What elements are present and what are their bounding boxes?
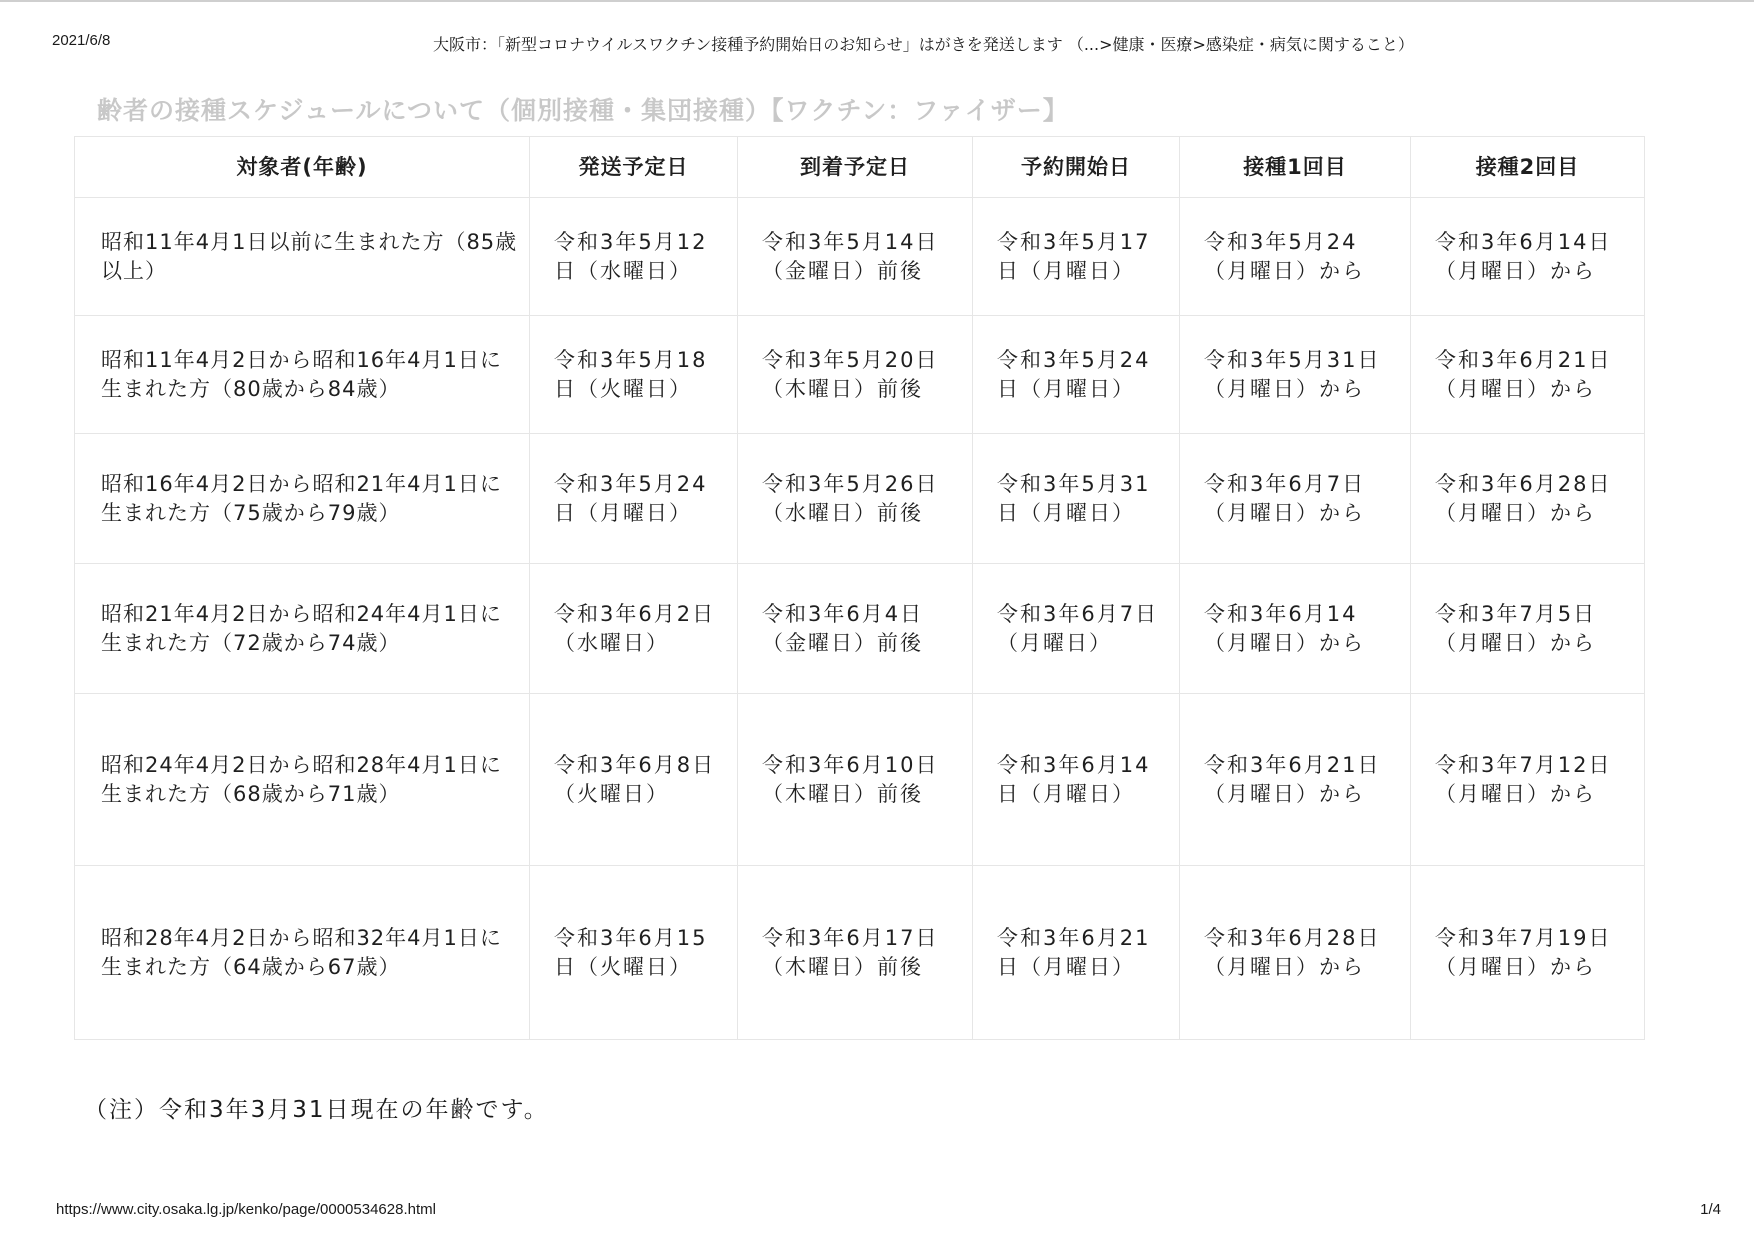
cell-send-date: 令和3年5月18日（火曜日） [530,316,738,434]
age-note: （注）令和3年3月31日現在の年齢です。 [84,1097,549,1123]
cell-second-dose: 令和3年6月21日（月曜日）から [1411,316,1645,434]
cell-arrival-date: 令和3年5月20日（木曜日）前後 [738,316,973,434]
cell-send-date: 令和3年6月8日（火曜日） [530,694,738,866]
header-first-dose: 接種1回目 [1180,137,1411,198]
cell-first-dose: 令和3年5月31日（月曜日）から [1180,316,1411,434]
page-number: 1/4 [1700,1201,1721,1218]
cell-first-dose: 令和3年6月21日（月曜日）から [1180,694,1411,866]
section-title: 齢者の接種スケジュールについて（個別接種・集団接種）【ワクチン：ファイザー】 [97,96,1069,125]
cell-second-dose: 令和3年6月14日（月曜日）から [1411,198,1645,316]
cell-reservation-start: 令和3年6月7日（月曜日） [973,564,1180,694]
cell-target-age: 昭和24年4月2日から昭和28年4月1日に生まれた方（68歳から71歳） [75,694,530,866]
cell-arrival-date: 令和3年5月26日（水曜日）前後 [738,434,973,564]
cell-second-dose: 令和3年7月5日（月曜日）から [1411,564,1645,694]
page-header-title: 大阪市：「新型コロナウイルスワクチン接種予約開始日のお知らせ」はがきを発送します （...>健康・医療>感染症・病気に関すること） [433,35,1414,54]
cell-arrival-date: 令和3年6月4日（金曜日）前後 [738,564,973,694]
header-reservation-start: 予約開始日 [973,137,1180,198]
cell-second-dose: 令和3年7月12日（月曜日）から [1411,694,1645,866]
cell-send-date: 令和3年6月15日（火曜日） [530,866,738,1040]
table-row [75,866,1645,1040]
cell-reservation-start: 令和3年5月31日（月曜日） [973,434,1180,564]
cell-arrival-date: 令和3年5月14日（金曜日）前後 [738,198,973,316]
cell-send-date: 令和3年6月2日（水曜日） [530,564,738,694]
cell-second-dose: 令和3年6月28日（月曜日）から [1411,434,1645,564]
cell-arrival-date: 令和3年6月10日（木曜日）前後 [738,694,973,866]
header-arrival-date: 到着予定日 [738,137,973,198]
table-row [75,564,1645,694]
header-second-dose: 接種2回目 [1411,137,1645,198]
vaccination-schedule-table [74,136,1645,1040]
cell-reservation-start: 令和3年5月24日（月曜日） [973,316,1180,434]
table-row [75,434,1645,564]
cell-send-date: 令和3年5月24日（月曜日） [530,434,738,564]
cell-reservation-start: 令和3年6月14日（月曜日） [973,694,1180,866]
table-row [75,198,1645,316]
footer-url: https://www.city.osaka.lg.jp/kenko/page/0000534628.html [56,1201,436,1218]
cell-first-dose: 令和3年5月24（月曜日）から [1180,198,1411,316]
table-row [75,694,1645,866]
cell-second-dose: 令和3年7月19日（月曜日）から [1411,866,1645,1040]
print-date: 2021/6/8 [52,32,111,49]
cell-first-dose: 令和3年6月28日（月曜日）から [1180,866,1411,1040]
top-rule [0,0,1754,2]
cell-target-age: 昭和11年4月2日から昭和16年4月1日に生まれた方（80歳から84歳） [75,316,530,434]
cell-target-age: 昭和16年4月2日から昭和21年4月1日に生まれた方（75歳から79歳） [75,434,530,564]
cell-arrival-date: 令和3年6月17日（木曜日）前後 [738,866,973,1040]
cell-target-age: 昭和11年4月1日以前に生まれた方（85歳以上） [75,198,530,316]
table-row [75,316,1645,434]
cell-send-date: 令和3年5月12日（水曜日） [530,198,738,316]
cell-target-age: 昭和21年4月2日から昭和24年4月1日に生まれた方（72歳から74歳） [75,564,530,694]
cell-reservation-start: 令和3年5月17日（月曜日） [973,198,1180,316]
cell-first-dose: 令和3年6月14（月曜日）から [1180,564,1411,694]
header-send-date: 発送予定日 [530,137,738,198]
cell-target-age: 昭和28年4月2日から昭和32年4月1日に生まれた方（64歳から67歳） [75,866,530,1040]
header-target-age: 対象者(年齢) [75,137,530,198]
table-header-row [75,137,1645,198]
cell-reservation-start: 令和3年6月21日（月曜日） [973,866,1180,1040]
cell-first-dose: 令和3年6月7日（月曜日）から [1180,434,1411,564]
